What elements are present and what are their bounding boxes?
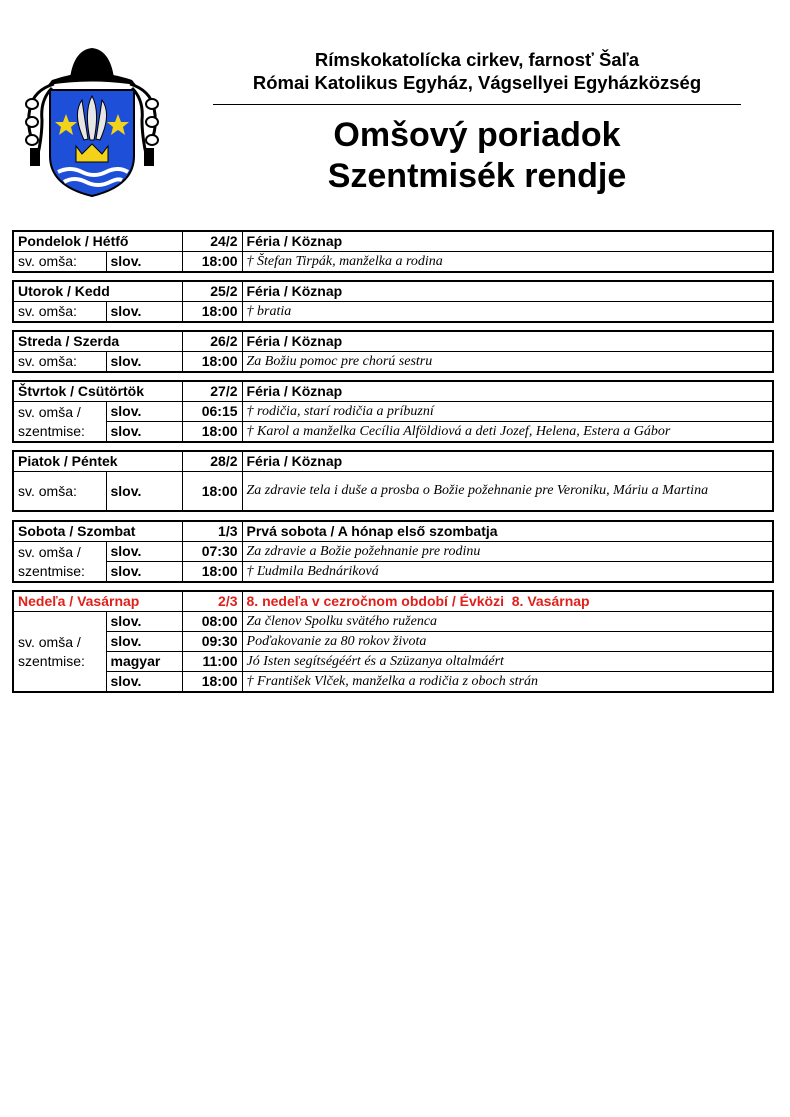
mass-intention: Za Božiu pomoc pre chorú sestru [242,352,773,373]
day-block-thursday [12,380,774,443]
day-name: Nedeľa / Vasárnap [13,591,182,612]
day-date: 24/2 [182,231,242,252]
mass-intention: Za zdravie tela i duše a prosba o Božie požehnanie pre Veroniku, Máriu a Martina [242,472,773,512]
mass-intention: † Karol a manželka Cecília Alföldiová a deti Jozef, Helena, Estera a Gábor [242,422,773,443]
day-name: Pondelok / Hétfő [13,231,182,252]
mass-label: sv. omša: [13,472,106,512]
mass-row [13,672,773,693]
mass-time: 09:30 [182,632,242,652]
mass-label: sv. omša: [13,302,106,323]
day-block-monday [12,230,774,273]
mass-language: magyar [106,652,182,672]
day-block-friday [12,450,774,512]
mass-row [13,252,773,273]
mass-row [13,652,773,672]
mass-intention: † Štefan Tirpák, manželka a rodina [242,252,773,273]
day-header-row [13,331,773,352]
mass-language: slov. [106,402,182,422]
mass-language: slov. [106,472,182,512]
day-date: 28/2 [182,451,242,472]
mass-intention: † Ľudmila Bednáriková [242,562,773,583]
mass-language: slov. [106,632,182,652]
day-name: Piatok / Péntek [13,451,182,472]
day-date: 2/3 [182,591,242,612]
mass-time: 06:15 [182,402,242,422]
mass-row [13,562,773,583]
mass-language: slov. [106,542,182,562]
mass-time: 18:00 [182,472,242,512]
mass-time: 18:00 [182,252,242,273]
mass-time: 18:00 [182,672,242,693]
mass-label: sv. omša / szentmise: [13,402,106,443]
day-feast: 8. nedeľa v cezročnom období / Évközi 8. Vasárnap [242,591,773,612]
day-header-row [13,281,773,302]
page-title [212,115,742,197]
parish-name [212,48,742,94]
mass-language: slov. [106,562,182,583]
page-title-hu: Szentmisék rendje [327,157,627,195]
mass-label: sv. omša: [13,352,106,373]
day-block-wednesday [12,330,774,373]
day-date: 25/2 [182,281,242,302]
day-date: 1/3 [182,521,242,542]
header-divider [213,104,741,105]
mass-time: 18:00 [182,422,242,443]
mass-time: 07:30 [182,542,242,562]
mass-language: slov. [106,352,182,373]
parish-name-sk: Rímskokatolícka cirkev, farnosť Šaľa [314,49,640,70]
mass-language: slov. [106,252,182,273]
mass-intention: Za členov Spolku svätého ruženca [242,612,773,632]
mass-label: sv. omša / szentmise: [13,612,106,693]
day-feast: Féria / Köznap [242,231,773,252]
day-header-row [13,381,773,402]
day-header-row [13,521,773,542]
mass-row [13,352,773,373]
mass-intention: † František Vlček, manželka a rodičia z oboch strán [242,672,773,693]
day-feast: Féria / Köznap [242,281,773,302]
page-title-sk: Omšový poriadok [333,116,621,154]
mass-intention: Za zdravie a Božie požehnanie pre rodinu [242,542,773,562]
day-block-sunday [12,590,774,693]
mass-time: 18:00 [182,562,242,583]
day-block-tuesday [12,280,774,323]
day-name: Štvrtok / Csütörtök [13,381,182,402]
parish-coat-of-arms [12,44,172,200]
mass-language: slov. [106,612,182,632]
mass-intention: † rodičia, starí rodičia a príbuzní [242,402,773,422]
mass-row [13,422,773,443]
mass-row [13,612,773,632]
mass-row [13,402,773,422]
day-name: Utorok / Kedd [13,281,182,302]
day-feast: Prvá sobota / A hónap első szombatja [242,521,773,542]
mass-row [13,632,773,652]
day-header-row [13,591,773,612]
day-date: 26/2 [182,331,242,352]
mass-time: 11:00 [182,652,242,672]
day-header-row [13,451,773,472]
mass-row [13,302,773,323]
mass-intention: Jó Isten segítségéért és a Szüzanya oltalmáért [242,652,773,672]
mass-time: 18:00 [182,352,242,373]
mass-label: sv. omša: [13,252,106,273]
mass-intention: † bratia [242,302,773,323]
day-feast: Féria / Köznap [242,331,773,352]
mass-language: slov. [106,672,182,693]
parish-name-hu: Római Katolikus Egyház, Vágsellyei Egyházközség [252,72,702,93]
day-feast: Féria / Köznap [242,451,773,472]
day-name: Sobota / Szombat [13,521,182,542]
day-date: 27/2 [182,381,242,402]
mass-row [13,472,773,512]
day-name: Streda / Szerda [13,331,182,352]
mass-label: sv. omša / szentmise: [13,542,106,583]
mass-time: 08:00 [182,612,242,632]
day-feast: Féria / Köznap [242,381,773,402]
mass-row [13,542,773,562]
mass-time: 18:00 [182,302,242,323]
mass-intention: Poďakovanie za 80 rokov života [242,632,773,652]
mass-language: slov. [106,422,182,443]
mass-language: slov. [106,302,182,323]
day-header-row [13,231,773,252]
day-block-saturday [12,520,774,583]
